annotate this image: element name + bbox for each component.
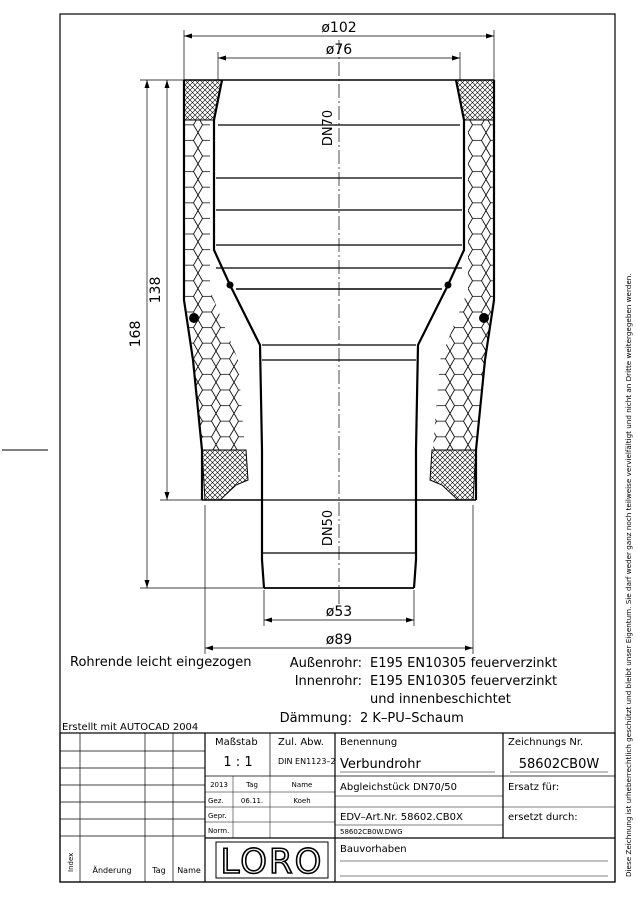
bead-left xyxy=(227,282,234,289)
bottom-seal-left xyxy=(202,450,248,500)
index-header: Index xyxy=(67,852,75,872)
note-innen-label: Innenrohr: xyxy=(294,674,362,689)
bead-right xyxy=(445,282,452,289)
dn-bottom-label: DN50 xyxy=(321,509,336,547)
edv-art-nr: EDV–Art.Nr. 58602.CB0X xyxy=(340,812,463,823)
oring-left xyxy=(189,313,199,323)
zul-abw-label: Zul. Abw. xyxy=(278,737,324,748)
dim-bottom-outer: ø89 xyxy=(325,632,353,648)
year: 2013 xyxy=(210,781,228,789)
rev-tag-header: Tag xyxy=(152,866,166,875)
massstab-label: Maßstab xyxy=(215,737,258,748)
dn-top-label: DN70 xyxy=(321,109,336,147)
dim-total-height: 168 xyxy=(128,320,144,348)
svg-text:LORO: LORO xyxy=(220,842,324,882)
note-innen-value-2: und innenbeschichtet xyxy=(370,692,511,707)
aenderung-header: Änderung xyxy=(92,866,132,875)
benennung-label: Benennung xyxy=(340,737,398,748)
tag-col-label: Tag xyxy=(246,781,258,789)
ersetzt-label: ersetzt durch: xyxy=(508,812,578,823)
note-erstellt: Erstellt mit AUTOCAD 2004 xyxy=(62,722,199,733)
gepr-label: Gepr. xyxy=(208,812,227,820)
zeichnungs-nr-label: Zeichnungs Nr. xyxy=(508,737,584,748)
description: Abgleichstück DN70/50 xyxy=(340,782,458,793)
dwg-file: 58602CB0W.DWG xyxy=(340,828,403,836)
oring-right xyxy=(479,313,489,323)
bottom-seal-right xyxy=(430,450,476,500)
note-daemmung-label: Dämmung: xyxy=(279,711,352,726)
zul-abw-value: DIN EN1123–2 xyxy=(278,757,336,766)
dim-bottom-inner: ø53 xyxy=(325,604,353,620)
dim-outer-top: ø102 xyxy=(321,20,357,36)
gez-name: Koeh xyxy=(293,797,311,805)
name-col-label: Name xyxy=(291,781,313,789)
note-aussen-label: Außenrohr: xyxy=(289,656,362,671)
zeichnungs-nr-value: 58602CB0W xyxy=(518,757,600,772)
loro-logo xyxy=(216,842,328,882)
note-daemmung-value: 2 K–PU–Schaum xyxy=(360,711,464,726)
note-rohrende: Rohrende leicht eingezogen xyxy=(70,655,252,670)
gez-date: 06.11. xyxy=(240,797,264,805)
drawing-frame xyxy=(60,14,615,882)
title-block xyxy=(60,733,615,882)
note-innen-value-1: E195 EN10305 feuerverzinkt xyxy=(370,674,558,689)
norm-label: Norm. xyxy=(208,827,230,835)
bauvorhaben-label: Bauvorhaben xyxy=(340,844,407,855)
rev-name-header: Name xyxy=(177,866,201,875)
gez-label: Gez. xyxy=(208,797,224,805)
dim-upper-height: 138 xyxy=(148,276,164,304)
dim-inner-top: ø76 xyxy=(325,42,353,58)
copyright-notice: Diese Zeichnung ist urheberrechtlich geschützt und bleibt unser Eigentum. Sie darf weder ganz noch teilweise vervielfältigt und nicht an Dritte weitergegeben werden. xyxy=(624,273,633,877)
pipe-section xyxy=(184,40,494,605)
benennung-value: Verbundrohr xyxy=(340,757,421,772)
massstab-value: 1 : 1 xyxy=(223,755,253,770)
note-aussen-value: E195 EN10305 feuerverzinkt xyxy=(370,656,558,671)
ersatz-label: Ersatz für: xyxy=(508,782,560,793)
